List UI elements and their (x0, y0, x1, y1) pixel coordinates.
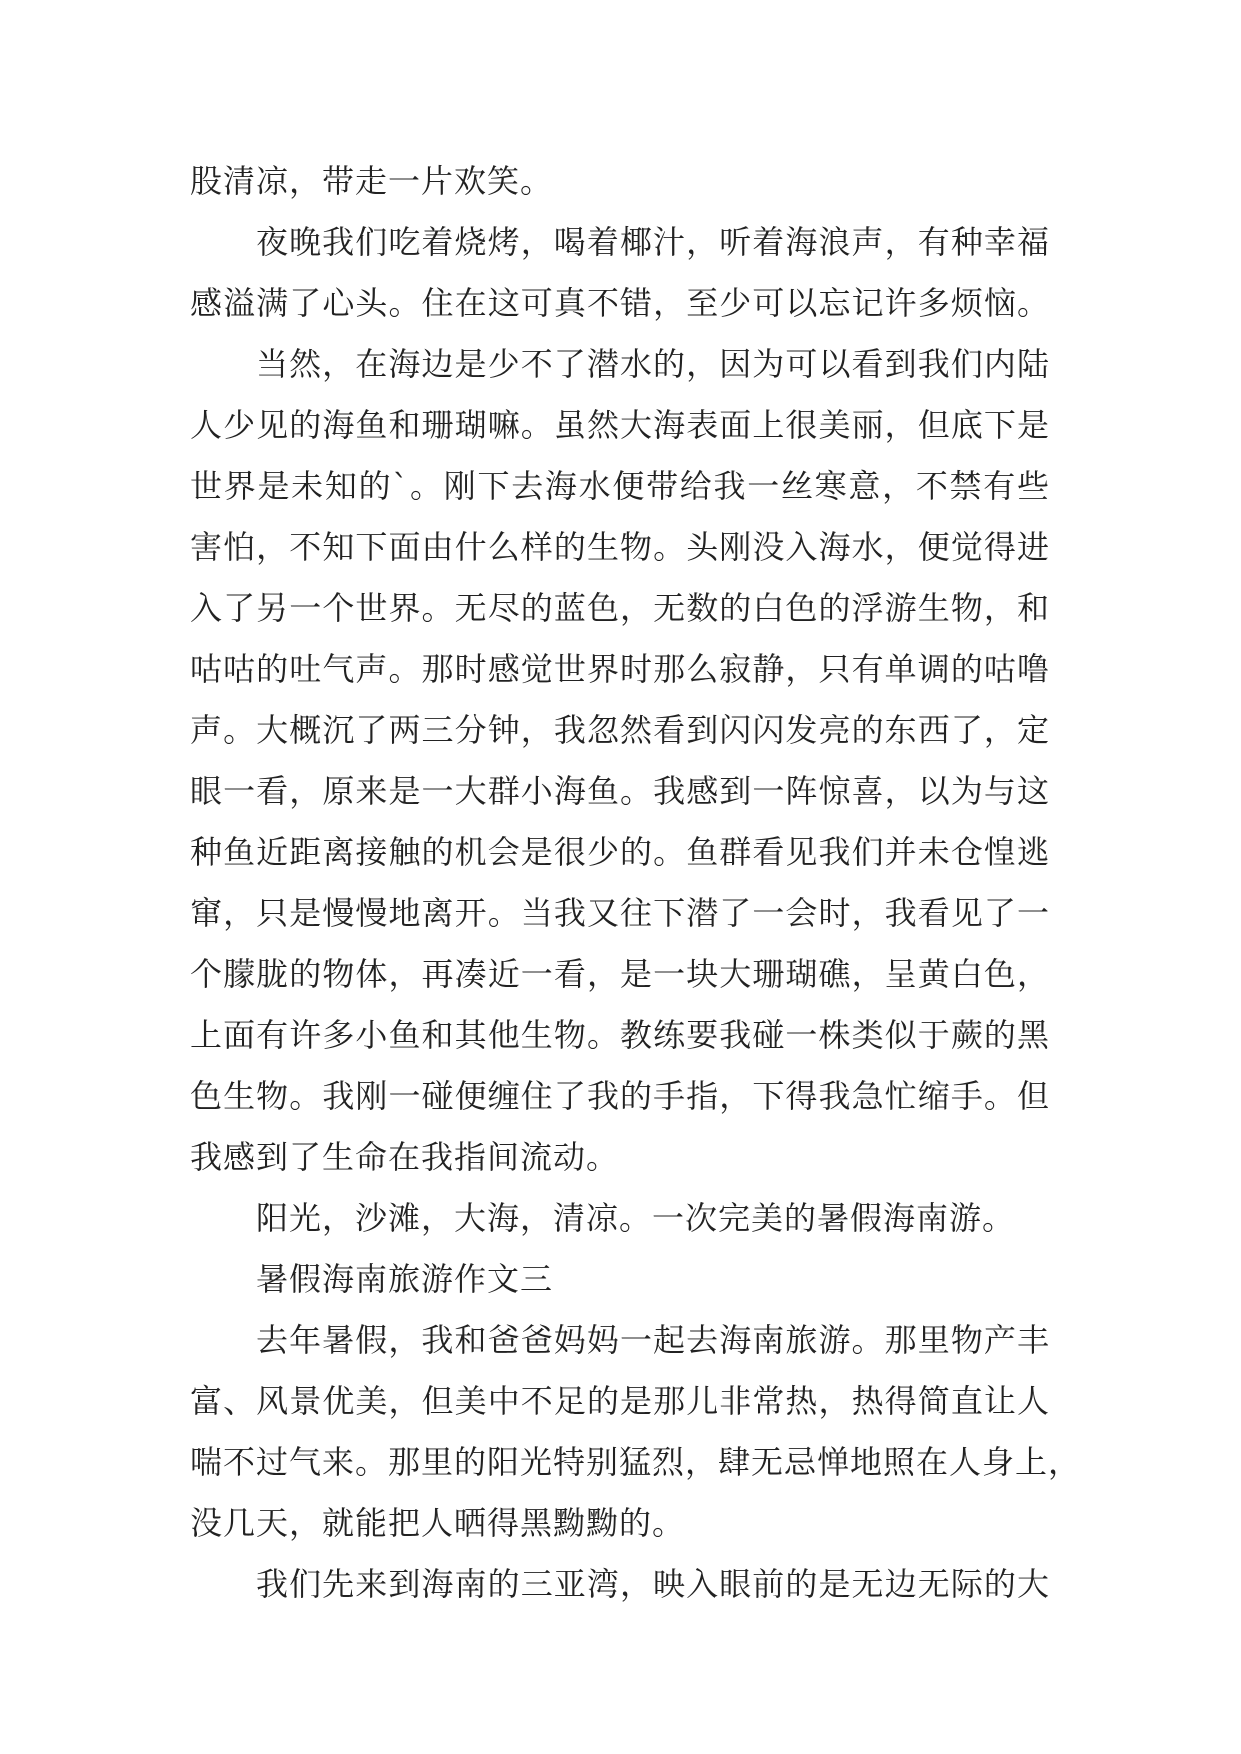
text-line: 入了另一个世界。无尽的蓝色，无数的白色的浮游生物，和 (190, 589, 1050, 627)
text-line: 害怕，不知下面由什么样的生物。头刚没入海水，便觉得进 (190, 528, 1050, 566)
text-line: 我感到了生命在我指间流动。 (190, 1138, 620, 1176)
text-line: 没几天，就能把人晒得黑黝黝的。 (190, 1504, 686, 1542)
text-line: 富、风景优美，但美中不足的是那儿非常热，热得简直让人 (190, 1382, 1050, 1420)
text-line: 喘不过气来。那里的阳光特别猛烈，肆无忌惮地照在人身上， (190, 1443, 1082, 1481)
text-line: 个朦胧的物体，再凑近一看，是一块大珊瑚礁，呈黄白色， (190, 955, 1050, 993)
text-line: 种鱼近距离接触的机会是很少的。鱼群看见我们并未仓惶逃 (190, 833, 1050, 871)
paragraph-first-line: 当然，在海边是少不了潜水的，因为可以看到我们内陆 (256, 345, 1050, 383)
text-line: 人少见的海鱼和珊瑚嘛。虽然大海表面上很美丽，但底下是 (190, 406, 1050, 444)
document-body (190, 159, 1082, 1623)
text-line: 上面有许多小鱼和其他生物。教练要我碰一株类似于蕨的黑 (190, 1016, 1050, 1054)
text-line: 感溢满了心头。住在这可真不错，至少可以忘记许多烦恼。 (190, 284, 1050, 322)
paragraph-first-line: 阳光，沙滩，大海，清凉。一次完美的暑假海南游。 (256, 1199, 1016, 1237)
text-line: 声。大概沉了两三分钟，我忽然看到闪闪发亮的东西了，定 (190, 711, 1050, 749)
text-line: 咕咕的吐气声。那时感觉世界时那么寂静，只有单调的咕噜 (190, 650, 1050, 688)
paragraph-first-line: 去年暑假，我和爸爸妈妈一起去海南旅游。那里物产丰 (256, 1321, 1050, 1359)
text-line: 窜，只是慢慢地离开。当我又往下潜了一会时，我看见了一 (190, 894, 1050, 932)
section-heading: 暑假海南旅游作文三 (256, 1260, 554, 1298)
paragraph-first-line: 夜晚我们吃着烧烤，喝着椰汁，听着海浪声，有种幸福 (256, 223, 1050, 261)
text-line: 眼一看，原来是一大群小海鱼。我感到一阵惊喜，以为与这 (190, 772, 1050, 810)
text-line: 世界是未知的`。刚下去海水便带给我一丝寒意，不禁有些 (190, 467, 1050, 505)
text-line: 股清凉，带走一片欢笑。 (190, 162, 554, 200)
text-line: 色生物。我刚一碰便缠住了我的手指，下得我急忙缩手。但 (190, 1077, 1050, 1115)
paragraph-first-line: 我们先来到海南的三亚湾，映入眼前的是无边无际的大 (256, 1565, 1050, 1603)
